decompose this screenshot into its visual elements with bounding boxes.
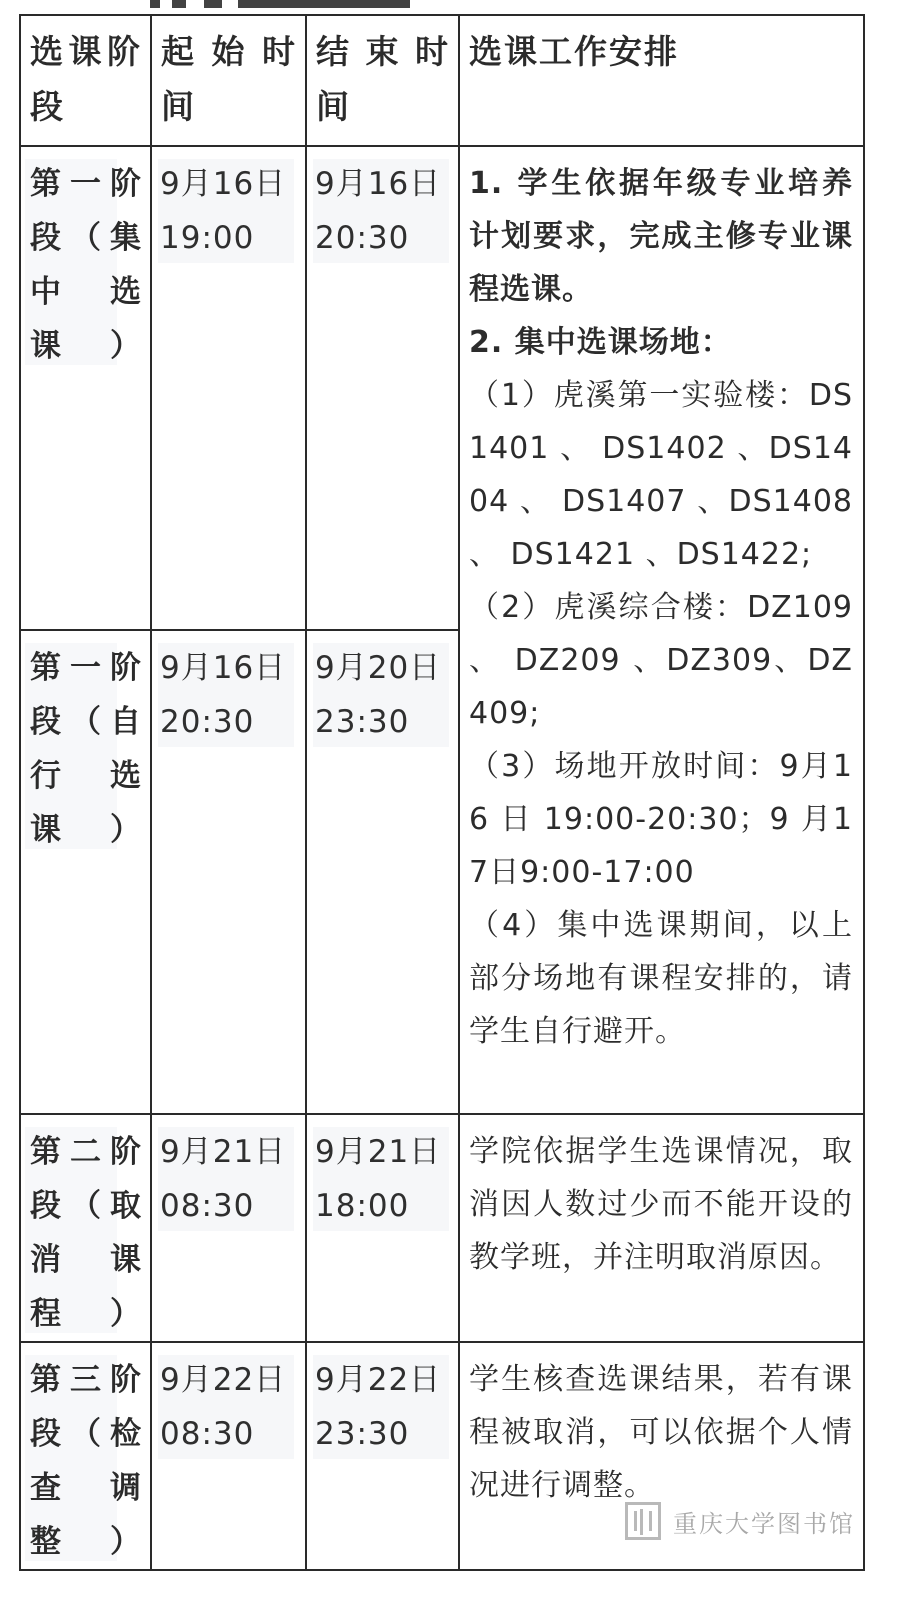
stage-cell: [20, 1114, 151, 1342]
stage-label: 第一阶段（集中选课）: [30, 166, 142, 364]
stage-label: 第一阶段（自行选课）: [30, 650, 142, 848]
course-selection-schedule-table: [19, 14, 865, 1571]
watermark: [625, 1496, 855, 1546]
cropped-heading-fragment: [150, 0, 410, 8]
library-logo-icon: [625, 1502, 661, 1540]
header-cell-start: [151, 15, 306, 146]
header-row: [20, 15, 864, 146]
stage-cell: [20, 146, 151, 630]
arrangement-text: 学生核查选课结果，若有课程被取消，可以依据个人情况进行调整。: [469, 1362, 853, 1503]
end-time-cell: [306, 1114, 459, 1342]
header-stage-label: 选课阶段: [30, 32, 142, 126]
start-time-cell: [151, 630, 306, 1114]
arrangement-cell: [459, 1114, 864, 1342]
stage1-arrangement-cell: [459, 146, 864, 1114]
end-time: 9月22日 23:30: [315, 1362, 442, 1452]
header-cell-arrangement: [459, 15, 864, 146]
table-row: [20, 146, 864, 630]
stage-label: 第二阶段（取消课程）: [30, 1134, 142, 1332]
start-time: 9月16日 19:00: [160, 166, 287, 256]
watermark-text: 重庆大学图书馆: [673, 1509, 855, 1538]
stage-label: 第三阶段（检查调整）: [30, 1362, 142, 1560]
start-time: 9月21日 08:30: [160, 1134, 287, 1224]
header-cell-end: [306, 15, 459, 146]
stage-cell: [20, 1342, 151, 1570]
start-time-cell: [151, 146, 306, 630]
start-time-cell: [151, 1342, 306, 1570]
start-time-cell: [151, 1114, 306, 1342]
header-cell-stage: [20, 15, 151, 146]
stage-cell: [20, 630, 151, 1114]
end-time-cell: [306, 146, 459, 630]
header-end-label: 结束时间: [316, 32, 450, 126]
arrangement-notice: （4）集中选课期间，以上部分场地有课程安排的，请学生自行避开。: [469, 908, 853, 1049]
end-time-cell: [306, 1342, 459, 1570]
end-time-cell: [306, 630, 459, 1114]
start-time: 9月22日 08:30: [160, 1362, 287, 1452]
arrangement-venue-1: （1）虎溪第一实验楼：DS1401 、 DS1402 、DS1404 、 DS1407 、DS1408 、 DS1421 、DS1422;: [469, 378, 853, 572]
arrangement-item-1: 1. 学生依据年级专业培养计划要求，完成主修专业课程选课。: [469, 166, 853, 307]
header-arrangement-label: 选课工作安排: [469, 32, 679, 71]
arrangement-open-hours: （3）场地开放时间：9月16 日 19:00-20:30；9 月17日9:00-17:00: [469, 749, 853, 890]
arrangement-item-2: 2. 集中选课场地：: [469, 325, 732, 360]
arrangement-venue-2: （2）虎溪综合楼：DZ109 、 DZ209 、DZ309、DZ409;: [469, 590, 853, 731]
arrangement-text: 学院依据学生选课情况，取消因人数过少而不能开设的教学班，并注明取消原因。: [469, 1134, 853, 1275]
end-time: 9月20日 23:30: [315, 650, 442, 740]
end-time: 9月21日 18:00: [315, 1134, 442, 1224]
stage1-arrangement-text: [460, 147, 863, 1058]
table-row: [20, 1114, 864, 1342]
start-time: 9月16日 20:30: [160, 650, 287, 740]
end-time: 9月16日 20:30: [315, 166, 442, 256]
header-start-label: 起始时间: [161, 32, 297, 126]
